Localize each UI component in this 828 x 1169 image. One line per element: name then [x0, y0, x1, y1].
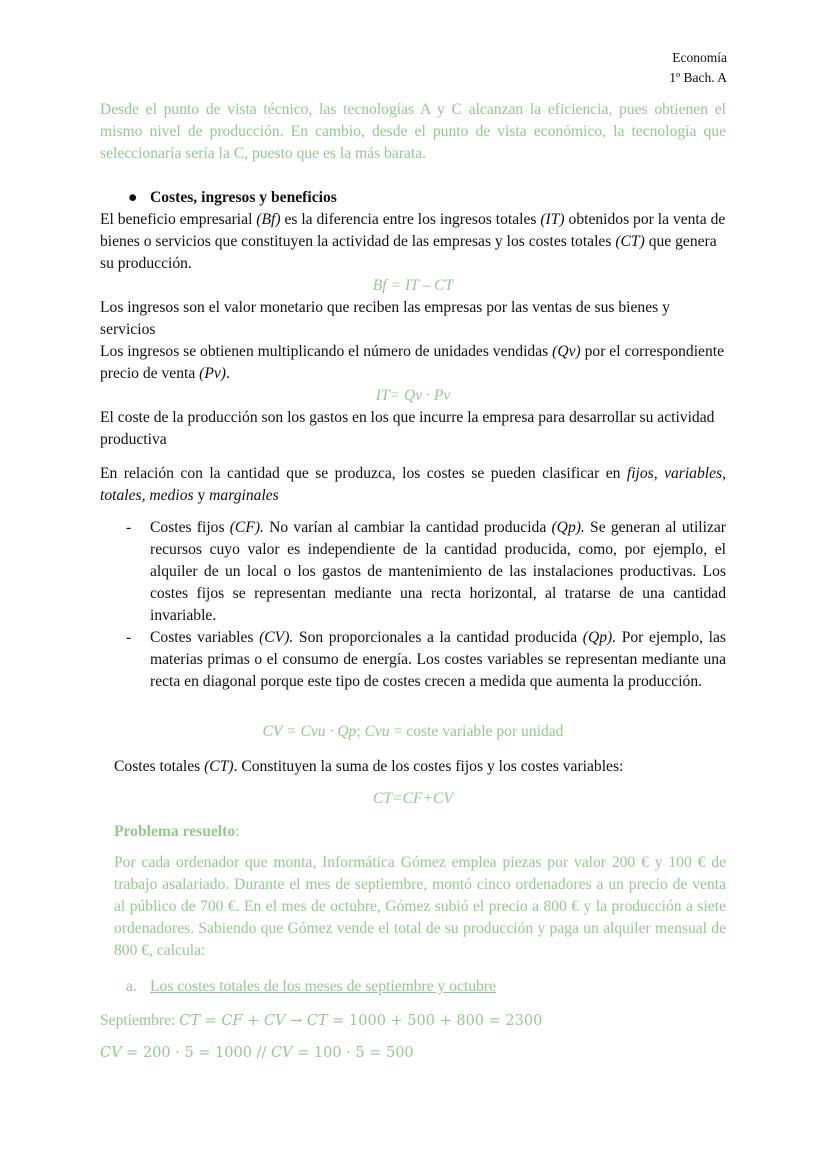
section-title	[150, 189, 337, 206]
costes-variables-text	[150, 629, 726, 690]
text-segment: CT	[179, 1013, 201, 1029]
text-segment: fijos, variables, totales, medios	[100, 465, 726, 504]
text-segment: (CF).	[229, 519, 264, 536]
ingresos-paragraph-2	[100, 341, 726, 385]
text-segment: El coste de la producción son los gastos en los que incurre la empresa para desarrollar su actividad productiva	[100, 409, 715, 448]
text-segment: Los costes totales de los meses de septiembre y octubre	[150, 978, 497, 995]
cv-equation	[100, 1042, 726, 1064]
problema-paragraph	[114, 852, 726, 962]
text-segment: por el correspondiente precio de venta	[100, 343, 725, 382]
text-segment: es la diferencia entre los ingresos totales	[280, 211, 541, 228]
text-segment: CV	[270, 1045, 293, 1061]
text-segment: = coste variable por unidad	[389, 723, 564, 740]
text-segment: (Qp).	[582, 629, 617, 646]
text-segment: (CV).	[259, 629, 294, 646]
text-segment: Costes variables	[150, 629, 260, 646]
text-segment: CV = Cvu · Qp	[262, 723, 357, 740]
text-segment: CT=CF+CV	[373, 790, 453, 807]
text-segment: ;	[356, 723, 365, 740]
text-segment: No varían al cambiar la cantidad producida	[263, 519, 552, 536]
page-header	[669, 48, 727, 88]
text-segment: (Bf)	[256, 211, 281, 228]
totales-paragraph	[114, 756, 740, 778]
text-segment: =	[200, 1013, 222, 1029]
text-segment: Bf = IT – CT	[372, 277, 454, 294]
text-segment: y	[193, 487, 210, 504]
text-segment: . Constituyen la suma de los costes fijos y los costes variables:	[233, 758, 624, 775]
formula-ct	[100, 788, 726, 810]
text-segment: marginales	[209, 487, 279, 504]
text-segment: Costes fijos	[150, 519, 230, 536]
text-segment: Por ejemplo, las materias primas o el consumo de energía. Los costes variables se representan mediante una recta en diagonal porque este tipo de costes crecen a medida que aumenta la producción.	[150, 629, 726, 690]
formula-it	[100, 385, 726, 407]
ingresos-paragraph-1	[100, 297, 726, 341]
text-segment: Septiembre:	[100, 1012, 180, 1029]
text-segment: (IT)	[540, 211, 565, 228]
text-segment: En relación con la cantidad que se produzca, los costes se pueden clasificar en	[100, 465, 627, 482]
text-segment: CF	[221, 1013, 243, 1029]
item-a	[126, 976, 726, 998]
text-segment: →	[285, 1013, 307, 1029]
text-segment: (CT)	[615, 233, 645, 250]
text-segment: = 1000 + 500 + 800 = 2300	[327, 1013, 543, 1029]
text-segment: Problema resuelto	[114, 823, 236, 840]
formula-bf	[100, 275, 726, 297]
bullet-icon: ●	[128, 189, 138, 206]
text-segment: Son proporcionales a la cantidad producida	[293, 629, 583, 646]
coste-paragraph	[100, 407, 726, 451]
formula-cv	[100, 721, 726, 743]
problema-title	[114, 821, 740, 843]
text-segment: :	[235, 823, 240, 840]
intro-paragraph	[100, 99, 726, 165]
text-segment: CT	[306, 1013, 328, 1029]
dash-marker: -	[126, 629, 132, 646]
text-segment: .	[226, 365, 230, 382]
relacion-paragraph	[100, 463, 726, 507]
text-segment: Los ingresos se obtienen multiplicando el número de unidades vendidas	[100, 343, 553, 360]
header-subject: Economía	[672, 50, 727, 65]
text-segment: El beneficio empresarial	[100, 211, 257, 228]
text-segment: IT= Qv · Pv	[375, 387, 451, 404]
text-segment: Los ingresos son el valor monetario que reciben las empresas por las ventas de sus bienes y servicios	[100, 299, 670, 338]
text-segment: (Pv)	[199, 365, 226, 382]
text-segment: Desde el punto de vista técnico, las tecnologías A y C alcanzan la eficiencia, pues obtienen el mismo nivel de producción. En cambio, desde el punto de vista económico, la tecnología que seleccionaría sería la C, puesto que es la más barata.	[100, 101, 726, 162]
text-segment: Se generan al utilizar recursos cuyo valor es independiente de la cantidad producida, como, por ejemplo, el alquiler de un local o los gastos de mantenimiento de las instalaciones productivas. Los costes fijos se representan mediante una recta horizontal, al tratarse de una cantidad invariable.	[150, 519, 726, 624]
text-segment: (Qv)	[552, 343, 581, 360]
costes-fijos-text	[150, 519, 726, 624]
text-segment: obtenidos por la venta de bienes o servicios que constituyen la actividad de las empresas y los costes totales	[100, 211, 726, 250]
dash-marker: -	[126, 519, 132, 536]
beneficio-paragraph	[100, 209, 726, 275]
list-item-costes-variables	[126, 627, 726, 693]
text-segment: (CT)	[204, 758, 234, 775]
header-course: 1º Bach. A	[669, 70, 727, 85]
text-segment: CV	[100, 1045, 122, 1061]
text-segment: +	[242, 1013, 264, 1029]
text-segment: CV	[263, 1013, 286, 1029]
text-segment: Costes, ingresos y beneficios	[150, 189, 337, 206]
text-segment: que genera su producción.	[100, 233, 717, 272]
text-segment: Por cada ordenador que monta, Informática Gómez emplea piezas por valor 200 € y 100 € de trabajo asalariado. Durante el mes de septiembre, montó cinco ordenadores a un precio de venta al público de 700 €. En el mes de octubre, Gómez subió el precio a 800 € y la producción a siete ordenadores. Sabiendo que Gómez vende el total de su producción y paga un alquiler mensual de 800 €, calcula:	[114, 854, 726, 959]
item-a-text	[150, 978, 496, 995]
item-a-marker: a.	[126, 978, 137, 995]
septiembre-equation	[100, 1010, 726, 1032]
section-heading	[128, 187, 726, 209]
text-segment: = 100 · 5 = 500	[292, 1045, 414, 1061]
text-segment: = 200 · 5 = 1000 //	[121, 1045, 271, 1061]
text-segment: (Qp).	[551, 519, 585, 536]
list-item-costes-fijos	[126, 517, 726, 627]
text-segment: Cvu	[364, 723, 390, 740]
text-segment: Costes totales	[114, 758, 205, 775]
